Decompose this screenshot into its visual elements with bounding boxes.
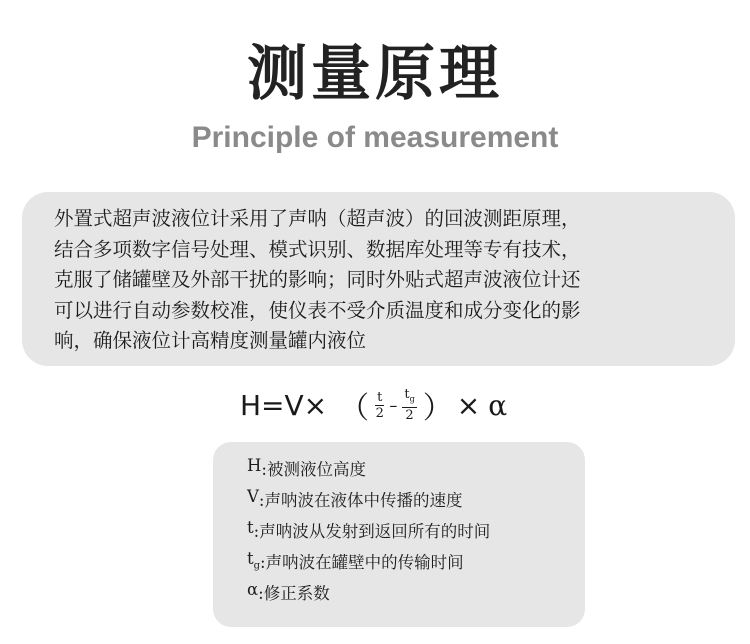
legend-item: [247, 483, 585, 514]
legend-text: :被测液位高度: [261, 459, 366, 479]
fraction-numerator: t: [377, 389, 383, 405]
page-subtitle: Principle of measurement: [191, 121, 559, 154]
formula-times-sign: ×: [303, 388, 328, 422]
description-line: 克服了储罐壁及外部干扰的影响；同时外贴式超声波液位计还: [54, 268, 581, 291]
description-line: 响，确保液位计高精度测量罐内液位: [54, 329, 367, 352]
legend-symbol: H: [247, 456, 262, 476]
legend-symbol: t: [247, 518, 254, 538]
fraction-denominator: 2: [375, 405, 384, 421]
formula-close-paren: ）: [422, 391, 453, 426]
formula-minus: –: [389, 395, 398, 415]
formula-open-paren: （: [339, 391, 370, 426]
legend-item: [247, 514, 585, 545]
legend-text: :声呐波在罐壁中的传输时间: [260, 552, 464, 572]
fraction-numerator: $t_g$: [402, 387, 416, 408]
formula-lhs: H=V: [240, 388, 304, 422]
formula-fraction-tg: [402, 387, 416, 423]
legend-symbol: α: [247, 580, 259, 600]
legend-text: :声呐波从发射到返回所有的时间: [253, 521, 491, 541]
formula-alpha: α: [488, 388, 508, 422]
legend-item: [247, 576, 585, 607]
legend-panel: [213, 442, 585, 627]
legend-text: :声呐波在液体中传播的速度: [258, 490, 463, 510]
legend-item: [247, 545, 585, 576]
formula-fraction-t: [375, 390, 384, 421]
description-line: 结合多项数字信号处理、模式识别、数据库处理等专有技术，: [54, 237, 581, 261]
formula-times-sign: ×: [456, 388, 481, 422]
legend-text: :修正系数: [258, 583, 330, 603]
description-panel: [22, 192, 735, 366]
description-line: 外置式超声波液位计采用了声呐（超声波）的回波测距原理，: [54, 207, 581, 230]
description-line: 可以进行自动参数校准，使仪表不受介质温度和成分变化的影: [54, 298, 581, 322]
legend-item: [247, 452, 585, 483]
page-title: 测量原理: [247, 39, 503, 109]
fraction-denominator: 2: [405, 407, 414, 423]
legend-symbol: $t_g$: [247, 549, 261, 572]
legend-symbol: V: [247, 487, 259, 507]
formula: [240, 380, 507, 430]
